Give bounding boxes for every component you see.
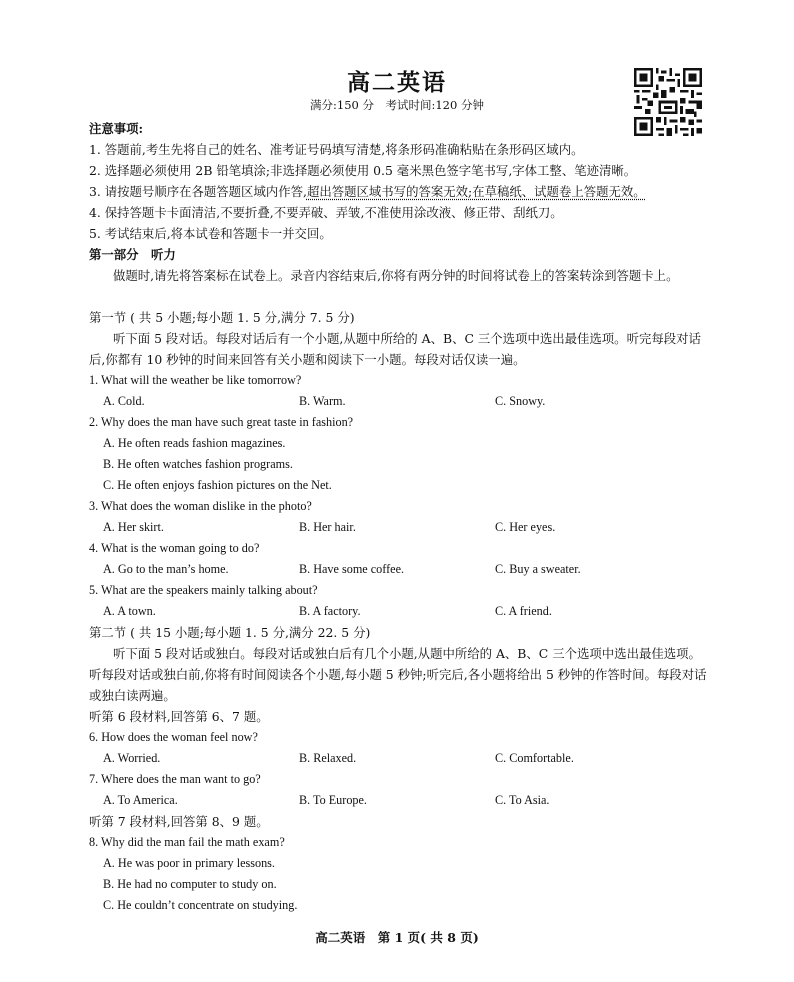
part1-intro: 做题时,请先将答案标在试卷上。录音内容结束后,你将有两分钟的时间将试卷上的答案转涂到答题卡上。 [113, 268, 679, 283]
question-6-stem: 6. How does the woman feel now? [89, 730, 258, 744]
exam-meta: 满分:150 分 考试时间:120 分钟 [310, 98, 484, 112]
material-6-note: 听第 6 段材料,回答第 6、7 题。 [89, 709, 269, 724]
question-8-stem: 8. Why did the man fail the math exam? [89, 835, 285, 849]
section1-heading: 第一节 ( 共 5 小题;每小题 1. 5 分,满分 7. 5 分) [89, 310, 355, 325]
section2-heading: 第二节 ( 共 15 小题;每小题 1. 5 分,满分 22. 5 分) [89, 625, 371, 640]
notes-heading: 注意事项: [89, 121, 144, 136]
section2-instructions: 听下面 5 段对话或独白。每段对话或独白后有几个小题,从题中所给的 A、B、C 三个选项中选出最佳选项。听每段对话或独白前,你将有时间阅读各个小题,每小题 5 秒钟;听完后,各小题将给出 5 秒钟的作答时间。每段对话或独白读两遍。 [89, 646, 707, 703]
question-8-option-a: A. He was poor in primary lessons. [103, 856, 275, 870]
section1-instructions: 听下面 5 段对话。每段对话后有一个小题,从题中所给的 A、B、C 三个选项中选出最佳选项。听完每段对话后,你都有 10 秒钟的时间来回答有关小题和阅读下一小题。每段对话仅读一遍。 [89, 331, 701, 367]
question-4-option-b: B. Have some coffee. [299, 562, 405, 576]
question-5-option-a: A. A town. [103, 604, 156, 618]
question-2-option-c: C. He often enjoys fashion pictures on the Net. [103, 478, 332, 492]
question-3-stem: 3. What does the woman dislike in the photo? [89, 499, 312, 513]
note-item-5: 5. 考试结束后,将本试卷和答题卡一并交回。 [89, 226, 332, 241]
part1-heading: 第一部分 听力 [89, 247, 176, 262]
question-2-stem: 2. Why does the man have such great taste in fashion? [89, 415, 354, 429]
question-6-option-a: A. Worried. [103, 751, 161, 765]
question-5-option-c: C. A friend. [495, 604, 552, 618]
question-4-options [89, 559, 709, 580]
question-4-option-c: C. Buy a sweater. [495, 562, 581, 576]
page-title: 高二英语 [347, 69, 447, 96]
note-item-3-emphasis: 超出答题区域书写的答案无效;在草稿纸、试题卷上答题无效。 [306, 184, 646, 199]
question-5-options [89, 601, 709, 622]
question-6-option-b: B. Relaxed. [299, 751, 357, 765]
page-footer: 高二英语 第 1 页( 共 8 页) [315, 930, 479, 945]
question-7-stem: 7. Where does the man want to go? [89, 772, 261, 786]
question-3-option-b: B. Her hair. [299, 520, 356, 534]
question-1-options [89, 391, 709, 412]
question-5-stem: 5. What are the speakers mainly talking about? [89, 583, 318, 597]
note-item-2: 2. 选择题必须使用 2B 铅笔填涂;非选择题必须使用 0.5 毫米黑色签字笔书写,字体工整、笔迹清晰。 [89, 163, 637, 178]
question-2-option-b: B. He often watches fashion programs. [103, 457, 293, 471]
question-1-option-c: C. Snowy. [495, 394, 546, 408]
question-1-option-a: A. Cold. [103, 394, 145, 408]
question-1-option-b: B. Warm. [299, 394, 346, 408]
question-8-option-c: C. He couldn’t concentrate on studying. [103, 898, 298, 912]
question-4-stem: 4. What is the woman going to do? [89, 541, 260, 555]
question-7-option-b: B. To Europe. [299, 793, 367, 807]
question-8-option-b: B. He had no computer to study on. [103, 877, 277, 891]
note-item-1: 1. 答题前,考生先将自己的姓名、准考证号码填写清楚,将条形码准确粘贴在条形码区域内。 [89, 142, 584, 157]
question-1-stem: 1. What will the weather be like tomorrow? [89, 373, 302, 387]
question-5-option-b: B. A factory. [299, 604, 361, 618]
note-item-4: 4. 保持答题卡卡面清洁,不要折叠,不要弄破、弄皱,不准使用涂改液、修正带、刮纸刀。 [89, 205, 563, 220]
question-3-option-c: C. Her eyes. [495, 520, 556, 534]
question-2-option-a: A. He often reads fashion magazines. [103, 436, 286, 450]
material-7-note: 听第 7 段材料,回答第 8、9 题。 [89, 814, 269, 829]
note-item-3-text: 3. 请按题号顺序在各题答题区域内作答, [89, 184, 307, 199]
question-7-options [89, 790, 709, 811]
exam-content [89, 118, 709, 916]
question-3-options [89, 517, 709, 538]
note-item-3 [89, 181, 709, 202]
question-7-option-c: C. To Asia. [495, 793, 550, 807]
question-7-option-a: A. To America. [103, 793, 178, 807]
question-6-options [89, 748, 709, 769]
question-6-option-c: C. Comfortable. [495, 751, 574, 765]
question-3-option-a: A. Her skirt. [103, 520, 164, 534]
question-4-option-a: A. Go to the man’s home. [103, 562, 229, 576]
